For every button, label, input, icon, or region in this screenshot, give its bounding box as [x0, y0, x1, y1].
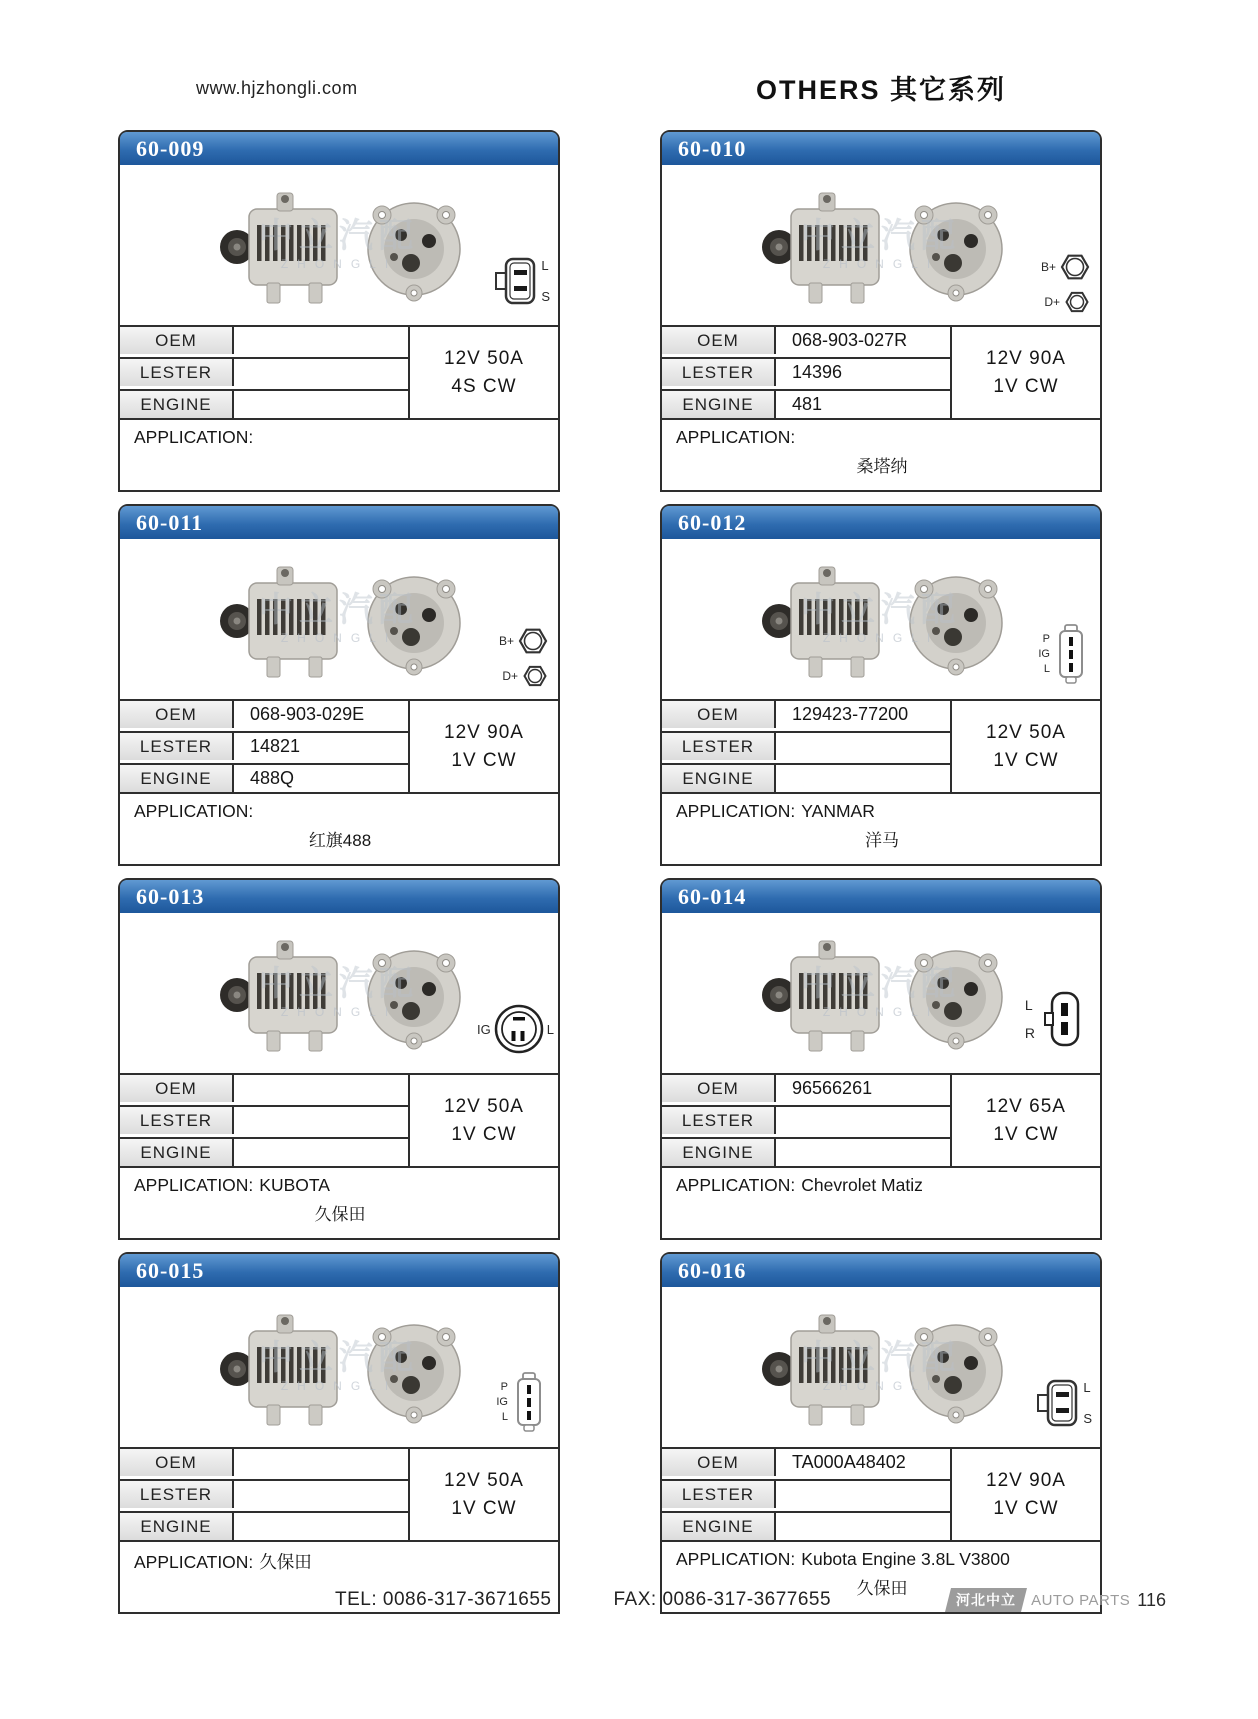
alternator-photo — [731, 917, 1031, 1067]
product-card-60-016 — [660, 1252, 1102, 1614]
electrical-specs — [408, 327, 558, 418]
oem-value — [234, 1449, 408, 1476]
hex-nut-icon — [518, 626, 548, 656]
engine-value — [776, 765, 950, 792]
engine-label: ENGINE — [120, 1139, 234, 1166]
spec-pulley-rotation: 1V CW — [993, 749, 1059, 771]
electrical-specs — [950, 1449, 1100, 1540]
oem-value: 96566261 — [792, 1078, 873, 1098]
lester-label: LESTER — [120, 1481, 234, 1508]
table-row-oem — [120, 701, 408, 728]
card-header — [120, 506, 558, 539]
connector-diagram — [499, 626, 548, 689]
table-row-oem — [120, 1075, 408, 1102]
spec-pulley-rotation: 1V CW — [451, 1497, 517, 1519]
product-code: 60-013 — [136, 883, 205, 909]
alternator-photo — [189, 543, 489, 693]
connector-diagram — [477, 1003, 554, 1055]
hex-nut-icon — [522, 663, 548, 689]
application-value: KUBOTA — [259, 1175, 330, 1195]
product-code: 60-015 — [136, 1257, 205, 1283]
pin-label: D+ — [502, 669, 518, 683]
brand-badge: 河北中立 — [945, 1588, 1027, 1612]
product-card-60-012 — [660, 504, 1102, 866]
electrical-specs — [408, 1449, 558, 1540]
spec-table — [662, 1447, 1100, 1542]
spec-table — [662, 1073, 1100, 1168]
alternator-photo — [731, 1291, 1031, 1441]
connector-labels — [1083, 1380, 1092, 1426]
engine-value — [234, 1139, 408, 1166]
application-value: Kubota Engine 3.8L V3800 — [801, 1549, 1010, 1569]
application-section — [662, 420, 1100, 490]
table-row-lester — [662, 1105, 950, 1134]
product-code: 60-011 — [136, 509, 204, 535]
alternator-photo — [189, 169, 489, 319]
round-plug-icon — [493, 1003, 545, 1055]
engine-value — [234, 1513, 408, 1540]
connector-diagram — [1025, 989, 1082, 1049]
application-section — [120, 794, 558, 864]
oem-value: 068-903-029E — [250, 704, 365, 724]
brand-block — [948, 1588, 1166, 1612]
fax-number: FAX: 0086-317-3677655 — [613, 1589, 832, 1610]
table-row-lester — [662, 1479, 950, 1508]
oval-plug-icon — [1042, 989, 1082, 1049]
watermark: 中立汽配 ZHONGLI — [259, 1339, 419, 1393]
connector-diagram — [496, 1371, 546, 1433]
application-value: YANMAR — [801, 801, 875, 821]
application-label: APPLICATION: — [676, 1175, 796, 1195]
application-label: APPLICATION: — [134, 427, 254, 447]
oem-value — [234, 1075, 408, 1102]
hex-nut-icon — [1060, 252, 1090, 282]
electrical-specs — [950, 1075, 1100, 1166]
product-grid — [118, 130, 1140, 1614]
card-header — [120, 880, 558, 913]
card-header — [662, 132, 1100, 165]
watermark: 中立汽配 ZHONGLI — [801, 965, 961, 1019]
electrical-specs — [950, 327, 1100, 418]
oem-label: OEM — [120, 1449, 234, 1476]
table-row-engine — [120, 763, 408, 792]
table-row-engine — [120, 389, 408, 418]
application-value: Chevrolet Matiz — [801, 1175, 923, 1195]
spec-table — [662, 325, 1100, 420]
connector-labels — [1025, 997, 1035, 1041]
pin-label: B+ — [498, 634, 514, 648]
application-section — [120, 420, 558, 490]
alternator-photo — [731, 169, 1031, 319]
table-row-lester — [120, 1479, 408, 1508]
pigl-plug-icon — [1054, 623, 1088, 685]
table-row-oem — [662, 327, 950, 354]
application-section — [120, 1168, 558, 1238]
lester-label: LESTER — [120, 733, 234, 760]
oem-value: 068-903-027R — [792, 330, 908, 350]
oem-value — [234, 327, 408, 354]
pin-label: IG — [477, 1021, 491, 1037]
spec-volt-amp: 12V 50A — [444, 347, 524, 369]
brand-text: AUTO PARTS — [1031, 1591, 1131, 1609]
pin-label: L — [1024, 997, 1033, 1013]
engine-label: ENGINE — [120, 765, 234, 792]
spec-volt-amp: 12V 50A — [444, 1095, 524, 1117]
product-code: 60-016 — [678, 1257, 747, 1283]
spec-volt-amp: 12V 65A — [986, 1095, 1066, 1117]
spec-pulley-rotation: 4S CW — [451, 375, 517, 397]
electrical-specs — [408, 1075, 558, 1166]
engine-value: 488Q — [250, 768, 295, 788]
website-url: www.hjzhongli.com — [196, 78, 358, 98]
application-label: APPLICATION: — [676, 801, 796, 821]
pin-label: L — [501, 1410, 508, 1423]
lester-value — [776, 1107, 950, 1134]
engine-label: ENGINE — [120, 1513, 234, 1540]
connector-labels — [496, 1382, 508, 1423]
product-photo-area — [662, 539, 1100, 699]
card-header — [120, 1254, 558, 1287]
pin-label: L — [1083, 1380, 1091, 1395]
spec-pulley-rotation: 1V CW — [993, 375, 1059, 397]
product-card-60-011 — [118, 504, 560, 866]
engine-label: ENGINE — [120, 391, 234, 418]
spec-pulley-rotation: 1V CW — [451, 1123, 517, 1145]
pin-label: D+ — [1044, 295, 1060, 309]
page-title-cn: 其它系列 — [890, 75, 1007, 105]
product-card-60-015 — [118, 1252, 560, 1614]
engine-label: ENGINE — [662, 1513, 776, 1540]
alternator-photo — [189, 1291, 489, 1441]
product-code: 60-014 — [678, 883, 747, 909]
application-label: APPLICATION: — [676, 427, 796, 447]
application-line2: 久保田 — [314, 1205, 366, 1224]
spec-volt-amp: 12V 50A — [444, 1469, 524, 1491]
engine-value: 481 — [792, 394, 823, 414]
engine-value — [776, 1513, 950, 1540]
oem-label: OEM — [120, 701, 234, 728]
spec-table — [120, 1447, 558, 1542]
oem-label: OEM — [662, 701, 776, 728]
application-line2: 桑塔纳 — [856, 457, 908, 476]
oem-label: OEM — [120, 327, 234, 354]
application-value: 久保田 — [259, 1552, 312, 1572]
application-label: APPLICATION: — [134, 801, 254, 821]
page-footer — [0, 1588, 1258, 1612]
engine-label: ENGINE — [662, 765, 776, 792]
application-line2: 洋马 — [865, 831, 899, 850]
terminal-b-plus — [499, 626, 548, 656]
engine-value — [776, 1139, 950, 1166]
engine-value — [234, 391, 408, 418]
lester-label: LESTER — [120, 1107, 234, 1134]
watermark: 中立汽配 ZHONGLI — [259, 591, 419, 645]
spec-pulley-rotation: 1V CW — [451, 749, 517, 771]
table-row-engine — [662, 389, 950, 418]
pin-label: P — [500, 1380, 508, 1393]
table-row-oem — [662, 701, 950, 728]
lester-value — [776, 733, 950, 760]
product-code: 60-009 — [136, 135, 205, 161]
table-row-engine — [662, 763, 950, 792]
watermark: 中立汽配 ZHONGLI — [801, 217, 961, 271]
product-photo-area — [120, 913, 558, 1073]
card-header — [120, 132, 558, 165]
connector-diagram — [1035, 1375, 1092, 1431]
spec-table — [120, 699, 558, 794]
product-code: 60-012 — [678, 509, 747, 535]
table-row-lester — [120, 1105, 408, 1134]
watermark: 中立汽配 ZHONGLI — [259, 217, 419, 271]
table-row-lester — [120, 731, 408, 760]
pin-label: B+ — [1040, 260, 1056, 274]
lester-label: LESTER — [120, 359, 234, 386]
lester-value — [234, 1481, 408, 1508]
spec-pulley-rotation: 1V CW — [993, 1497, 1059, 1519]
pin-label: IG — [496, 1395, 508, 1408]
connector-diagram — [493, 253, 550, 309]
product-card-60-014 — [660, 878, 1102, 1240]
lester-label: LESTER — [662, 1107, 776, 1134]
engine-label: ENGINE — [662, 391, 776, 418]
page-number: 116 — [1137, 1589, 1166, 1610]
product-code: 60-010 — [678, 135, 747, 161]
product-photo-area — [120, 539, 558, 699]
pigl-plug-icon — [512, 1371, 546, 1433]
alternator-photo — [189, 917, 489, 1067]
lester-label: LESTER — [662, 359, 776, 386]
product-card-60-010 — [660, 130, 1102, 492]
table-row-engine — [120, 1511, 408, 1540]
spec-volt-amp: 12V 90A — [986, 1469, 1066, 1491]
spec-table — [120, 325, 558, 420]
lester-value: 14396 — [792, 362, 843, 382]
watermark: 中立汽配 ZHONGLI — [801, 591, 961, 645]
lester-label: LESTER — [662, 733, 776, 760]
electrical-specs — [950, 701, 1100, 792]
engine-label: ENGINE — [662, 1139, 776, 1166]
product-photo-area — [120, 165, 558, 325]
table-row-lester — [662, 731, 950, 760]
alternator-photo — [731, 543, 1031, 693]
lester-value — [234, 359, 408, 386]
lester-value — [776, 1481, 950, 1508]
spec-volt-amp: 12V 90A — [986, 347, 1066, 369]
tel-number: TEL: 0086-317-3671655 — [335, 1589, 552, 1610]
table-row-lester — [120, 357, 408, 386]
card-header — [662, 1254, 1100, 1287]
page-title — [660, 68, 1102, 107]
product-photo-area — [662, 1287, 1100, 1447]
connector-diagram — [1041, 252, 1090, 315]
terminal-d-plus — [502, 663, 548, 689]
table-row-oem — [120, 327, 408, 354]
table-row-oem — [662, 1449, 950, 1476]
oem-label: OEM — [120, 1075, 234, 1102]
table-row-engine — [662, 1511, 950, 1540]
product-photo-area — [662, 913, 1100, 1073]
application-label: APPLICATION: — [134, 1175, 254, 1195]
lester-value — [234, 1107, 408, 1134]
terminal-d-plus — [1044, 289, 1090, 315]
lester-value: 14821 — [250, 736, 301, 756]
ls-plug-icon — [493, 253, 537, 309]
page-title-en: OTHERS — [755, 75, 881, 105]
application-section — [662, 794, 1100, 864]
terminal-b-plus — [1041, 252, 1090, 282]
table-row-oem — [662, 1075, 950, 1102]
ls-plug-icon — [1035, 1375, 1079, 1431]
lester-label: LESTER — [662, 1481, 776, 1508]
product-card-60-013 — [118, 878, 560, 1240]
table-row-lester — [662, 357, 950, 386]
pin-label: L — [1043, 662, 1050, 675]
pin-label: L — [541, 258, 549, 273]
application-line2: 红旗488 — [308, 831, 372, 850]
spec-table — [662, 699, 1100, 794]
connector-labels — [1038, 634, 1050, 675]
pin-label: R — [1024, 1025, 1035, 1041]
application-label: APPLICATION: — [134, 1552, 254, 1572]
table-row-oem — [120, 1449, 408, 1476]
spec-table — [120, 1073, 558, 1168]
card-header — [662, 506, 1100, 539]
table-row-engine — [120, 1137, 408, 1166]
application-section — [662, 1168, 1100, 1238]
connector-diagram — [1038, 623, 1088, 685]
pin-label: IG — [1038, 647, 1050, 660]
oem-label: OEM — [662, 327, 776, 354]
connector-labels — [541, 258, 550, 304]
pin-label: S — [1083, 1411, 1092, 1426]
application-line2: 久保田 — [856, 1579, 908, 1598]
oem-label: OEM — [662, 1075, 776, 1102]
application-label: APPLICATION: — [676, 1549, 796, 1569]
card-header — [662, 880, 1100, 913]
table-row-engine — [662, 1137, 950, 1166]
watermark: 中立汽配 ZHONGLI — [801, 1339, 961, 1393]
product-card-60-009 — [118, 130, 560, 492]
hex-nut-icon — [1064, 289, 1090, 315]
oem-value: TA000A48402 — [792, 1452, 906, 1472]
spec-volt-amp: 12V 90A — [444, 721, 524, 743]
electrical-specs — [408, 701, 558, 792]
product-photo-area — [120, 1287, 558, 1447]
spec-volt-amp: 12V 50A — [986, 721, 1066, 743]
oem-label: OEM — [662, 1449, 776, 1476]
oem-value: 129423-77200 — [792, 704, 909, 724]
pin-label: L — [546, 1021, 554, 1037]
pin-label: P — [1042, 632, 1050, 645]
watermark: 中立汽配 ZHONGLI — [259, 965, 419, 1019]
spec-pulley-rotation: 1V CW — [993, 1123, 1059, 1145]
product-photo-area — [662, 165, 1100, 325]
pin-label: S — [541, 289, 550, 304]
